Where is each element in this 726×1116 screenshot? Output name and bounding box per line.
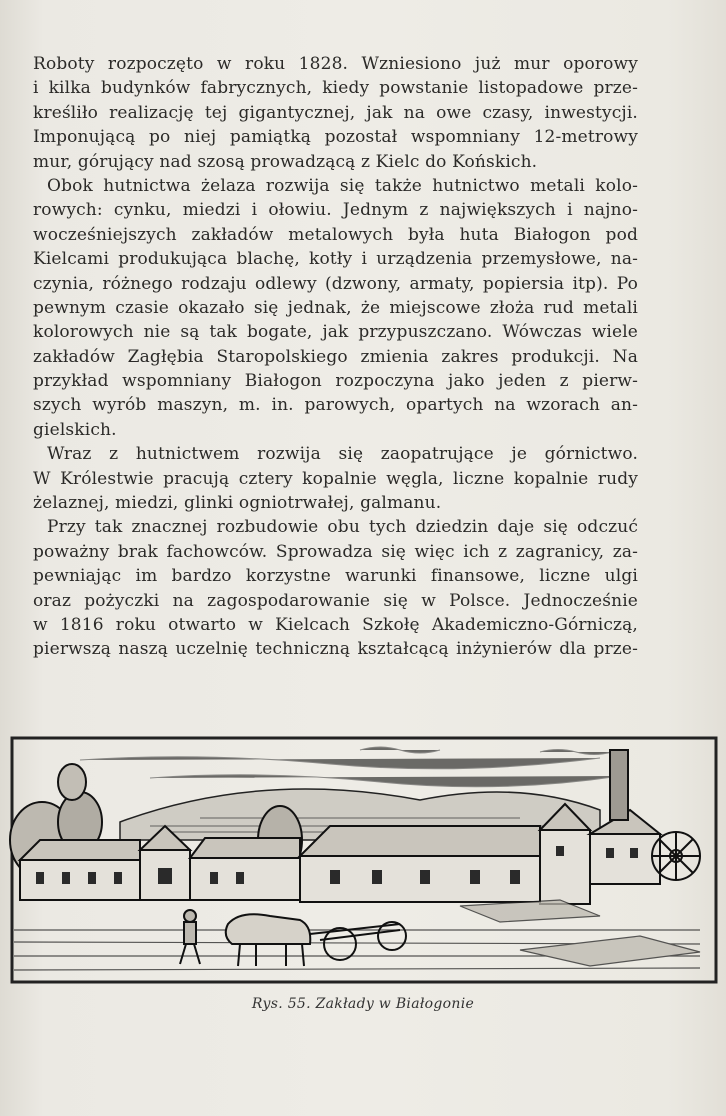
text-line: i kilka budynków fabrycznych, kiedy powstanie listopadowe prze- — [33, 78, 638, 99]
text-line: W Królestwie pracują cztery kopalnie węgla, liczne kopalnie rudy — [33, 468, 638, 489]
text-line: poważny brak fachowców. Sprowadza się więc ich z zagranicy, za- — [33, 541, 638, 562]
text-line: rowych: cynku, miedzi i ołowiu. Jednym z największych i najno- — [33, 200, 638, 221]
text-line: kolorowych nie są tak bogate, jak przypuszczano. Wówczas wiele — [33, 322, 638, 343]
water-wheel — [652, 832, 700, 880]
text-line: czynia, różnego rodzaju odlewy (dzwony, armaty, popiersia itp). Po — [33, 273, 638, 294]
text-line: Obok hutnictwa żelaza rozwija się także hutnictwo metali kolo- — [47, 175, 638, 196]
text-line: pewnym czasie okazało się jednak, że miejscowe złoża rud metali — [33, 297, 638, 318]
text-line: zakładów Zagłębia Staropolskiego zmienia zakres produkcji. Na — [33, 346, 638, 367]
text-line: żelaznej, miedzi, glinki ogniotrwałej, galmanu. — [33, 493, 442, 514]
text-line: oraz pożyczki na zagospodarowanie się w Polsce. Jednocześnie — [33, 590, 638, 611]
text-line: pierwszą naszą uczelnię techniczną kształcącą inżynierów dla prze- — [33, 639, 638, 660]
text-line: przykład wspomniany Białogon rozpoczyna jako jeden z pierw- — [33, 371, 638, 392]
text-line: Roboty rozpoczęto w roku 1828. Wzniesiono już mur oporowy — [33, 54, 638, 74]
text-line: w 1816 roku otwarto w Kielcach Szkołę Akademiczno-Górniczą, — [33, 614, 638, 635]
text-line: Wraz z hutnictwem rozwija się zaopatrujące je górnictwo. — [47, 444, 638, 465]
text-line: szych wyrób maszyn, m. in. parowych, opartych na wzorach an- — [33, 395, 638, 416]
text-line: kreśliło realizację tej gigantycznej, jak na owe czasy, inwestycji. — [33, 102, 638, 123]
text-line: pewniając im bardzo korzystne warunki finansowe, liczne ulgi — [33, 566, 638, 587]
text-line: wocześniejszych zakładów metalowych była huta Białogon pod — [33, 224, 638, 245]
text-line: Kielcami produkująca blachę, kotły i urządzenia przemysłowe, na- — [33, 249, 638, 270]
woodcut-factory-illustration — [0, 730, 726, 990]
sky-hatching — [80, 747, 620, 787]
oxen-cart — [226, 914, 406, 966]
figure-caption: Rys. 55. Zakłady w Białogonie — [251, 996, 475, 1012]
text-line: Przy tak znacznej rozbudowie obu tych dziedzin daje się odczuć — [47, 517, 638, 538]
text-line: gielskich. — [33, 419, 117, 440]
body-text — [33, 52, 638, 662]
text-line: Imponującą po niej pamiątką pozostał wspomniany 12-metrowy — [33, 127, 638, 148]
text-line: mur, górujący nad szosą prowadzącą z Kielc do Końskich. — [33, 151, 538, 172]
